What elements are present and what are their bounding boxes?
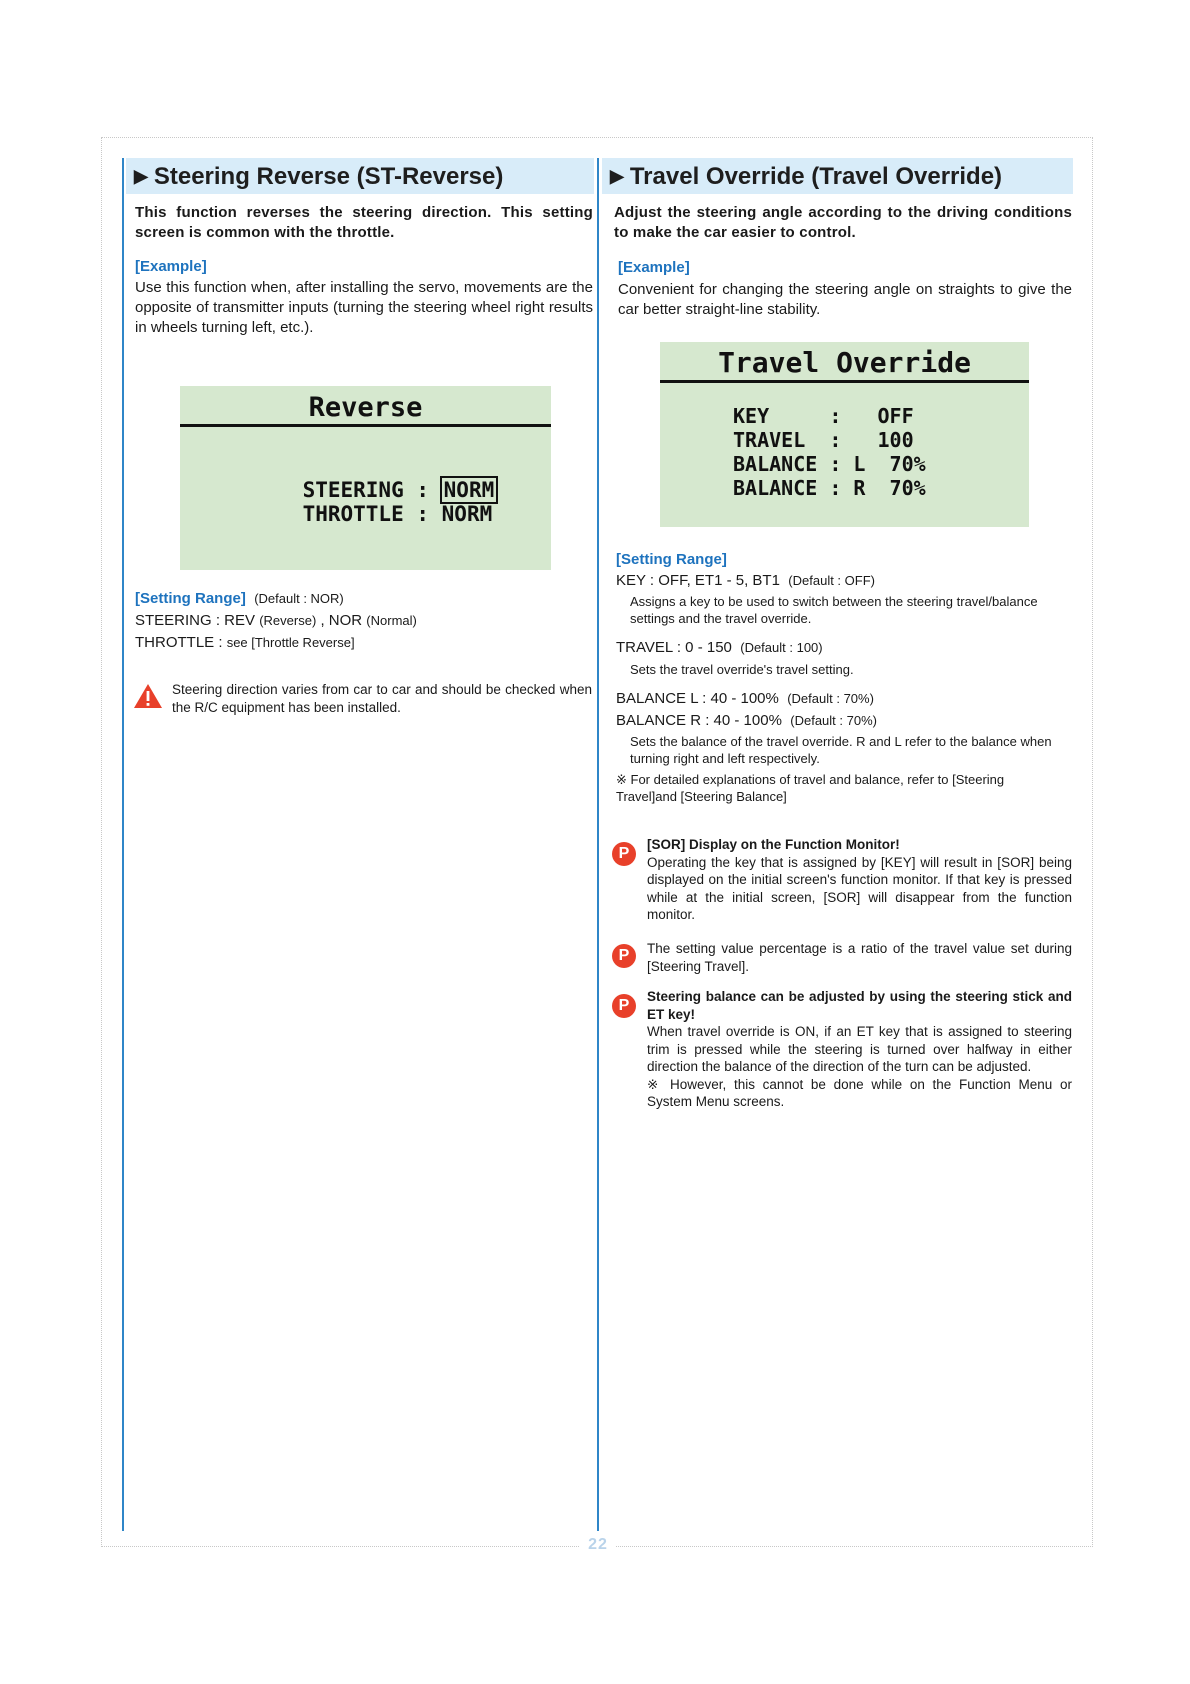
balance-description: Sets the balance of the travel override. R and L refer to the balance when turning right and left respectively. (630, 734, 1052, 766)
left-example-text: Use this function when, after installing the servo, movements are the opposite of transmitter inputs (turning the steering wheel right results in wheels turning left, etc.). (135, 279, 593, 336)
page-number: 22 (580, 1536, 616, 1554)
steering-rev-note: (Reverse) (259, 613, 317, 628)
left-lcd-screen (180, 386, 551, 570)
note-3-heading: Steering balance can be adjusted by using the steering stick and ET key! (647, 989, 1072, 1022)
left-column-rule (122, 158, 124, 1531)
balance-l-value: BALANCE L : 40 - 100% (616, 690, 779, 707)
right-section-title: Travel Override (Travel Override) (629, 163, 1003, 190)
left-throttle-range (135, 633, 593, 653)
right-example-text: Convenient for changing the steering angle on straights to give the car better straight-line stability. (618, 281, 1072, 318)
right-lcd-screen (660, 342, 1029, 527)
travel-range-value: TRAVEL : 0 - 150 (616, 639, 732, 656)
right-lcd-title: Travel Override (718, 346, 971, 379)
key-range-value: KEY : OFF, ET1 - 5, BT1 (616, 572, 780, 589)
left-lcd-title: Reverse (308, 392, 423, 423)
throttle-range-note: see [Throttle Reverse] (226, 635, 355, 650)
p-circle-icon: P (612, 994, 636, 1018)
left-steering-range (135, 611, 593, 631)
triangle-right-icon: ▶ (610, 166, 624, 186)
lcd-row-key: KEY : OFF (733, 404, 914, 428)
right-lcd-rule (660, 380, 1029, 383)
left-range-default: (Default : NOR) (254, 591, 344, 606)
right-range-label: [Setting Range] (616, 551, 727, 568)
lcd-steering-label: STEERING : (302, 478, 442, 502)
steering-nor-note: (Normal) (366, 613, 417, 628)
note-2 (647, 940, 1072, 975)
balance-r-range (616, 711, 1074, 731)
note-3-body: When travel override is ON, if an ET key that is assigned to steering trim is pressed while the steering is turned over halfway in either direction the balance of the direction of the turn can be adjusted. (647, 1024, 1072, 1074)
key-description: Assigns a key to be used to switch between the steering travel/balance settings and the travel override. (630, 594, 1038, 626)
throttle-range-value: THROTTLE : (135, 634, 223, 651)
triangle-right-icon: ▶ (134, 166, 148, 186)
left-setting-range (135, 589, 593, 609)
lcd-row-balance-r: BALANCE : R 70% (733, 476, 926, 500)
warning-triangle-icon (133, 683, 163, 709)
key-range-default: (Default : OFF) (788, 573, 875, 588)
right-example-label: [Example] (618, 259, 690, 276)
left-lcd-rule (180, 424, 551, 427)
lcd-row-travel: TRAVEL : 100 (733, 428, 914, 452)
left-lcd-row-throttle (252, 478, 492, 550)
reference-note: ※ For detailed explanations of travel and balance, refer to [Steering Travel]and [Steering Balance] (616, 772, 1005, 804)
travel-range (616, 638, 1074, 658)
left-range-label: [Setting Range] (135, 590, 246, 607)
balance-r-value: BALANCE R : 40 - 100% (616, 712, 782, 729)
travel-description: Sets the travel override's travel setting. (630, 662, 854, 677)
middle-column-rule (597, 158, 599, 1531)
left-warning-text: Steering direction varies from car to car and should be checked when the R/C equipment has been installed. (172, 682, 592, 715)
left-section-header (126, 158, 594, 194)
lcd-throttle-value: NORM (441, 502, 493, 526)
right-intro: Adjust the steering angle according to the driving conditions to make the car easier to control. (614, 204, 1072, 241)
lcd-steering-value: NORM (443, 478, 495, 502)
note-3 (647, 988, 1072, 1111)
note-3-body2: ※ However, this cannot be done while on the Function Menu or System Menu screens. (647, 1076, 1072, 1109)
balance-l-range (616, 689, 1074, 709)
lcd-throttle-label: THROTTLE : (302, 502, 442, 526)
key-range (616, 571, 1074, 591)
left-example-label: [Example] (135, 258, 207, 275)
lcd-row-balance-l: BALANCE : L 70% (733, 452, 926, 476)
note-1-body: Operating the key that is assigned by [KEY] will result in [SOR] being displayed on the initial screen's function monitor. If that key is pressed while at the initial screen, [SOR] will disappear from the function monitor. (647, 854, 1072, 922)
left-section-title: Steering Reverse (ST-Reverse) (153, 163, 504, 190)
balance-l-default: (Default : 70%) (787, 691, 874, 706)
steering-range-value: STEERING : REV (135, 612, 256, 629)
balance-r-default: (Default : 70%) (790, 713, 877, 728)
p-circle-icon: P (612, 842, 636, 866)
note-1 (647, 836, 1072, 924)
steering-nor-sep: , NOR (320, 612, 363, 629)
left-intro: This function reverses the steering direction. This setting screen is common with the throttle. (135, 204, 593, 241)
p-circle-icon: P (612, 944, 636, 968)
travel-range-default: (Default : 100) (740, 640, 823, 655)
note-2-body: The setting value percentage is a ratio of the travel value set during [Steering Travel]. (647, 941, 1072, 974)
right-section-header (602, 158, 1073, 194)
note-1-heading: [SOR] Display on the Function Monitor! (647, 837, 900, 852)
